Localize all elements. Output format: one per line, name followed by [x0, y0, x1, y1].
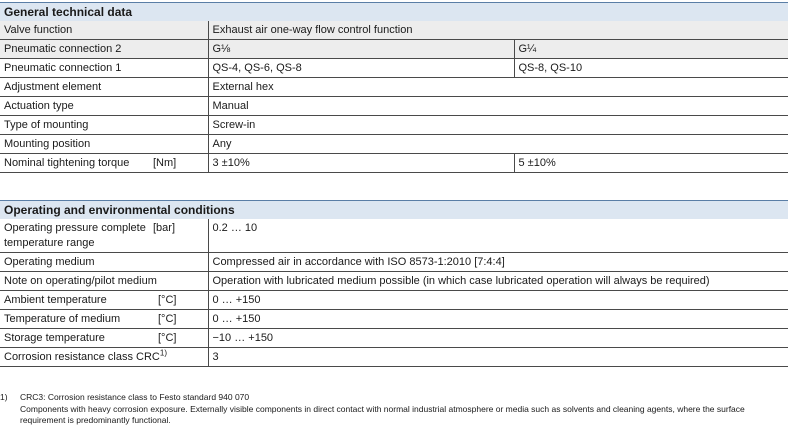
row-value: Compressed air in accordance with ISO 8573-1:2010 [7:4:4] [208, 252, 788, 271]
row-value: 0 … +150 [208, 290, 788, 309]
table-row [0, 59, 788, 78]
operating-conditions-section [0, 200, 788, 367]
table-row [0, 97, 788, 116]
operating-table [0, 219, 788, 367]
row-label-with-unit [0, 290, 208, 309]
section-title-operating: Operating and environmental conditions [0, 200, 788, 219]
row-label: Actuation type [0, 97, 208, 116]
footnote-reference: 1) [159, 347, 168, 357]
row-value-col-a: G⅛ [208, 40, 514, 59]
row-value-col-b: G¼ [514, 40, 788, 59]
row-label: Note on operating/pilot medium [0, 271, 208, 290]
row-value: −10 … +150 [208, 328, 788, 347]
row-label-line1: Operating pressure complete [4, 222, 146, 234]
row-label: Type of mounting [0, 116, 208, 135]
footnote-marker: 1) [0, 392, 8, 402]
row-value-col-b: QS-8, QS-10 [514, 59, 788, 78]
row-label-line2: temperature range [4, 237, 95, 249]
table-row [0, 116, 788, 135]
row-value: 3 [208, 347, 788, 366]
row-value: 0 … +150 [208, 309, 788, 328]
row-label: Temperature of medium [4, 312, 121, 325]
row-label: Pneumatic connection 1 [0, 59, 208, 78]
row-unit: [°C] [158, 312, 177, 325]
footnote [0, 392, 788, 427]
table-row [0, 21, 788, 40]
row-label-with-unit [0, 219, 208, 252]
row-label: Operating medium [0, 252, 208, 271]
row-unit: [°C] [158, 293, 177, 306]
row-unit: [Nm] [153, 157, 177, 169]
table-row [0, 290, 788, 309]
row-label-with-unit [0, 309, 208, 328]
general-technical-data-section [0, 2, 788, 173]
row-label-with-unit [0, 154, 208, 173]
row-value: Operation with lubricated medium possible (in which case lubricated operation will always be required) [208, 271, 788, 290]
table-row [0, 135, 788, 154]
row-label: Pneumatic connection 2 [0, 40, 208, 59]
table-row [0, 154, 788, 173]
row-value-col-a: 3 ±10% [208, 154, 514, 173]
row-label: Mounting position [0, 135, 208, 154]
row-label: Valve function [0, 21, 208, 40]
table-row [0, 252, 788, 271]
row-value: Any [208, 135, 788, 154]
row-value-col-b: 5 ±10% [514, 154, 788, 173]
table-row [0, 78, 788, 97]
row-label: Ambient temperature [4, 293, 107, 306]
footnote-line1: CRC3: Corrosion resistance class to Festo standard 940 070 [20, 392, 250, 402]
row-label: Storage temperature [4, 331, 105, 344]
row-value: Manual [208, 97, 788, 116]
footnote-line2: Components with heavy corrosion exposure. Externally visible components in direct contact with normal industrial atmosphere or media such as solvents and cleaning agents, where the surface requirement is predominantly functional. [20, 403, 745, 425]
row-value: Screw-in [208, 116, 788, 135]
row-label-with-unit [0, 328, 208, 347]
table-row [0, 219, 788, 252]
table-row [0, 347, 788, 366]
general-table [0, 21, 788, 173]
row-unit: [bar] [153, 222, 176, 234]
row-value: External hex [208, 78, 788, 97]
row-label: Nominal tightening torque [4, 157, 130, 169]
row-label: Adjustment element [0, 78, 208, 97]
table-row [0, 40, 788, 59]
section-title-general: General technical data [0, 2, 788, 21]
row-label: Corrosion resistance class CRC [4, 350, 160, 363]
row-value: Exhaust air one-way flow control function [208, 21, 788, 40]
row-unit: [°C] [158, 331, 177, 344]
table-row [0, 309, 788, 328]
row-label-with-footnote [0, 347, 208, 366]
row-value: 0.2 … 10 [208, 219, 788, 252]
table-row [0, 328, 788, 347]
row-value-col-a: QS-4, QS-6, QS-8 [208, 59, 514, 78]
table-row [0, 271, 788, 290]
